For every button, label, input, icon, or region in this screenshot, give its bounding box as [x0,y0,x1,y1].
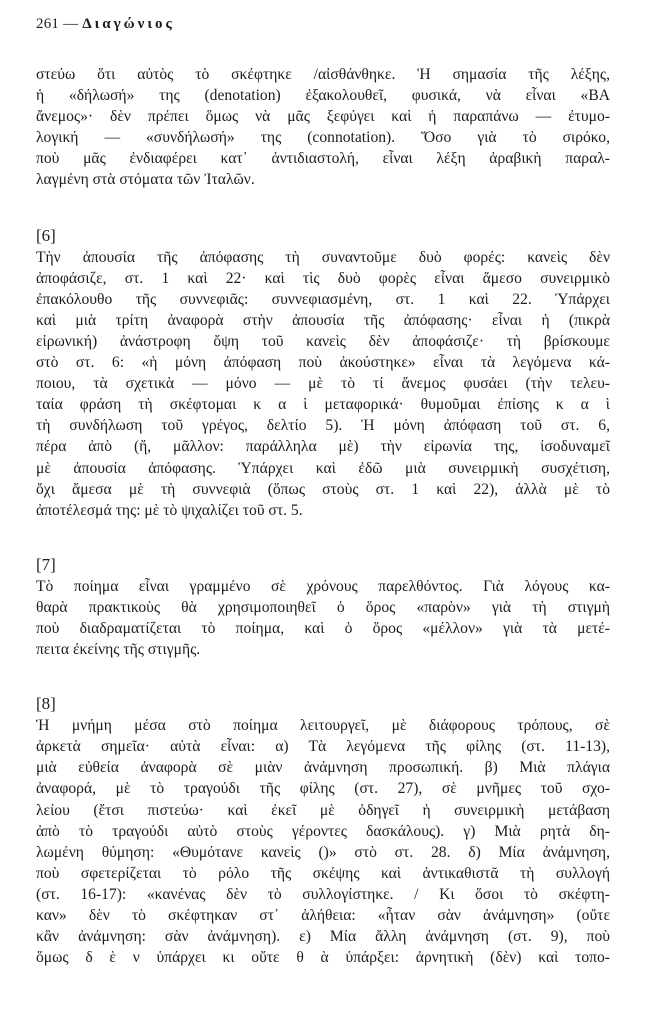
page-header [36,14,610,34]
note-7 [36,554,610,660]
text-line: ἄνεμος»· δὲν πρέπει ὅμως νὰ μᾶς ξεφύγει καὶ ἡ παραπάνω — ἐτυμο- [36,108,610,126]
text-line: τὴ συνδήλωση τοῦ γρέγος, δελτίο 5). Ἡ μόνη ἀπόφαση τοῦ στ. 6, [36,417,610,435]
note-8 [36,693,610,968]
text-line: ἀρκετὰ σημεῖα· αὐτὰ εἶναι: α) Τὰ λεγόμενα τῆς φίλης (στ. 11-13), [36,738,610,756]
text-line: καν» δὲν τὸ σκέφτηκαν στ᾽ ἀλήθεια: «ἦταν σὰν ἀνάμνηση» (οὔτε [36,907,610,924]
text-line: ποὺ σφετερίζεται τὸ ρόλο τῆς σκέψης καὶ ἀντικαθιστᾶ τὴ συλλογή [36,864,610,882]
text-line: ποιου, τὰ σχετικὰ — μόνο — μὲ τὸ τί ἄνεμος φυσάει (τὴν τελευ- [36,375,610,393]
text-line: μιὰ εὐθεία ἀναφορὰ σὲ μιὰν ἀνάμνηση προσωπική. β) Μιὰ πλάγια [36,759,610,777]
text-line: ποὺ μᾶς ἐνδιαφέρει κατ᾽ ἀντιδιαστολή, εἶναι λέξη ἀραβικὴ παραλ- [36,150,610,168]
document-page [36,14,610,1001]
text-line: ἀποτέλεσμά της: μὲ τὸ ψιχαλίζει τοῦ στ. 5. [36,501,303,519]
text-line: ἀναφορά, μὲ τὸ τραγούδι τῆς φίλης (στ. 27), σὲ μνῆμες τοῦ σχο- [36,780,610,798]
text-line: ὄχι ἄμεσα μὲ τὴ συννεφιὰ (ὅπως στοὺς στ. 1 καὶ 22), ἀλλὰ μὲ τὸ [36,480,610,498]
text-line: ἀποφάσιζε, στ. 1 καὶ 22· καὶ τὶς δυὸ φορὲς εἶναι ἄμεσο συνειρμικὸ [36,269,610,287]
intro-paragraph [36,64,610,191]
text-line: πειτα ἐκείνης τῆς στιγμῆς. [36,641,201,659]
text-line: Τὸ ποίημα εἶναι γραμμένο σὲ χρόνους παρελθόντος. Γιὰ λόγους κα- [36,577,610,595]
note-6 [36,225,610,521]
text-line: ἀπὸ τὸ τραγούδι αὐτὸ στοὺς γέροντες δασκάλους). γ) Μιὰ ρητὰ δη- [36,822,610,840]
text-line: ποὺ διαδραματίζεται τὸ ποίημα, καὶ ὁ ὅρος «μέλλον» γιὰ τὰ μετέ- [36,619,610,637]
text-line: ὅμως δ ὲ ν ὑπάρχει κι οὔτε θ ὰ ὑπάρξει: ἀρνητικὴ (δὲν) καὶ τοπο- [36,949,610,967]
text-line: θαρὰ πρακτικοὺς θὰ χρησιμοποιηθεῖ ὁ ὅρος «παρὸν» γιὰ τὴ στιγμὴ [36,598,610,616]
text-line: πέρα ἀπὸ (ἤ, μᾶλλον: παράλληλα μὲ) τὴν εἰρωνία της, ἰσοδυναμεῖ [36,438,610,456]
text-line: ἡ «δήλωσή» της (denotation) ἐξακολουθεῖ, φυσικά, νὰ εἶναι «ΒΑ [36,87,610,105]
text-line: ταία φράση τὴ σκέφτομαι κ α ὶ μεταφορικά· θυμοῦμαι ἐπίσης κ α ὶ [36,396,610,414]
text-line: καὶ μιὰ τρίτη ἀναφορὰ στὴν ἀπουσία τῆς ἀπόφασης· εἶναι ἡ (πικρὰ [36,311,610,329]
text-line: στεύω ὅτι αὐτὸς τὸ σκέφτηκε /αἰσθάνθηκε. Ἡ σημασία τῆς λέξης, [36,66,610,83]
text-line: (στ. 16-17): «κανένας δὲν τὸ συλλογίστηκε. / Κι ὅσοι τὸ σκέφτη- [36,885,610,903]
header-dash: — [63,16,79,32]
text-line: λογική — «συνδήλωσή» της (connotation). Ὅσο γιὰ τὸ σιρόκο, [36,129,610,147]
note-label: [6] [36,225,56,245]
text-line: μὲ ἀπουσία ἀπόφασης. Ὑπάρχει καὶ ἐδῶ μιὰ συνειρμικὴ συσχέτιση, [36,459,610,477]
journal-title: Διαγώνιος [82,16,175,32]
text-line: ἐπακόλουθο τῆς συννεφιᾶς: συννεφιασμένη, στ. 1 καὶ 22. Ὑπάρχει [36,290,610,308]
text-line: Ἡ μνήμη μέσα στὸ ποίημα λειτουργεῖ, μὲ διάφορους τρόπους, σὲ [36,717,610,735]
page-number: 261 [36,16,60,32]
text-line: λωμένη θύμηση: «Θυμότανε κανεὶς ()» στὸ στ. 28. δ) Μία ἀνάμνηση, [36,843,610,861]
text-line: λαγμένη στὰ στόματα τῶν Ἰταλῶν. [36,171,255,189]
text-line: κἂν ἀνάμνηση: σὰν ἀνάμνηση). ε) Μία ἄλλη ἀνάμνηση (στ. 9), ποὺ [36,928,610,946]
text-line: εἰρωνική) ἀνάστροφη ὄψη τοῦ κανεὶς δὲν ἀποφάσιζε· τὴ βρίσκουμε [36,332,610,350]
text-line: λείου (ἔτσι πιστεύω· καὶ ἐκεῖ μὲ ὁδηγεῖ ἡ συνειρμικὴ μετάβαση [36,801,610,819]
text-line: στὸ στ. 6: «ἡ μόνη ἀπόφαση ποὺ ἀκούστηκε» εἶναι τὰ λεγόμενα κά- [36,354,610,372]
text-line: Τὴν ἀπουσία τῆς ἀπόφασης τὴ συναντοῦμε δυὸ φορές: κανεὶς δὲν [36,248,610,266]
note-label: [8] [36,694,56,714]
note-label: [7] [36,554,56,574]
